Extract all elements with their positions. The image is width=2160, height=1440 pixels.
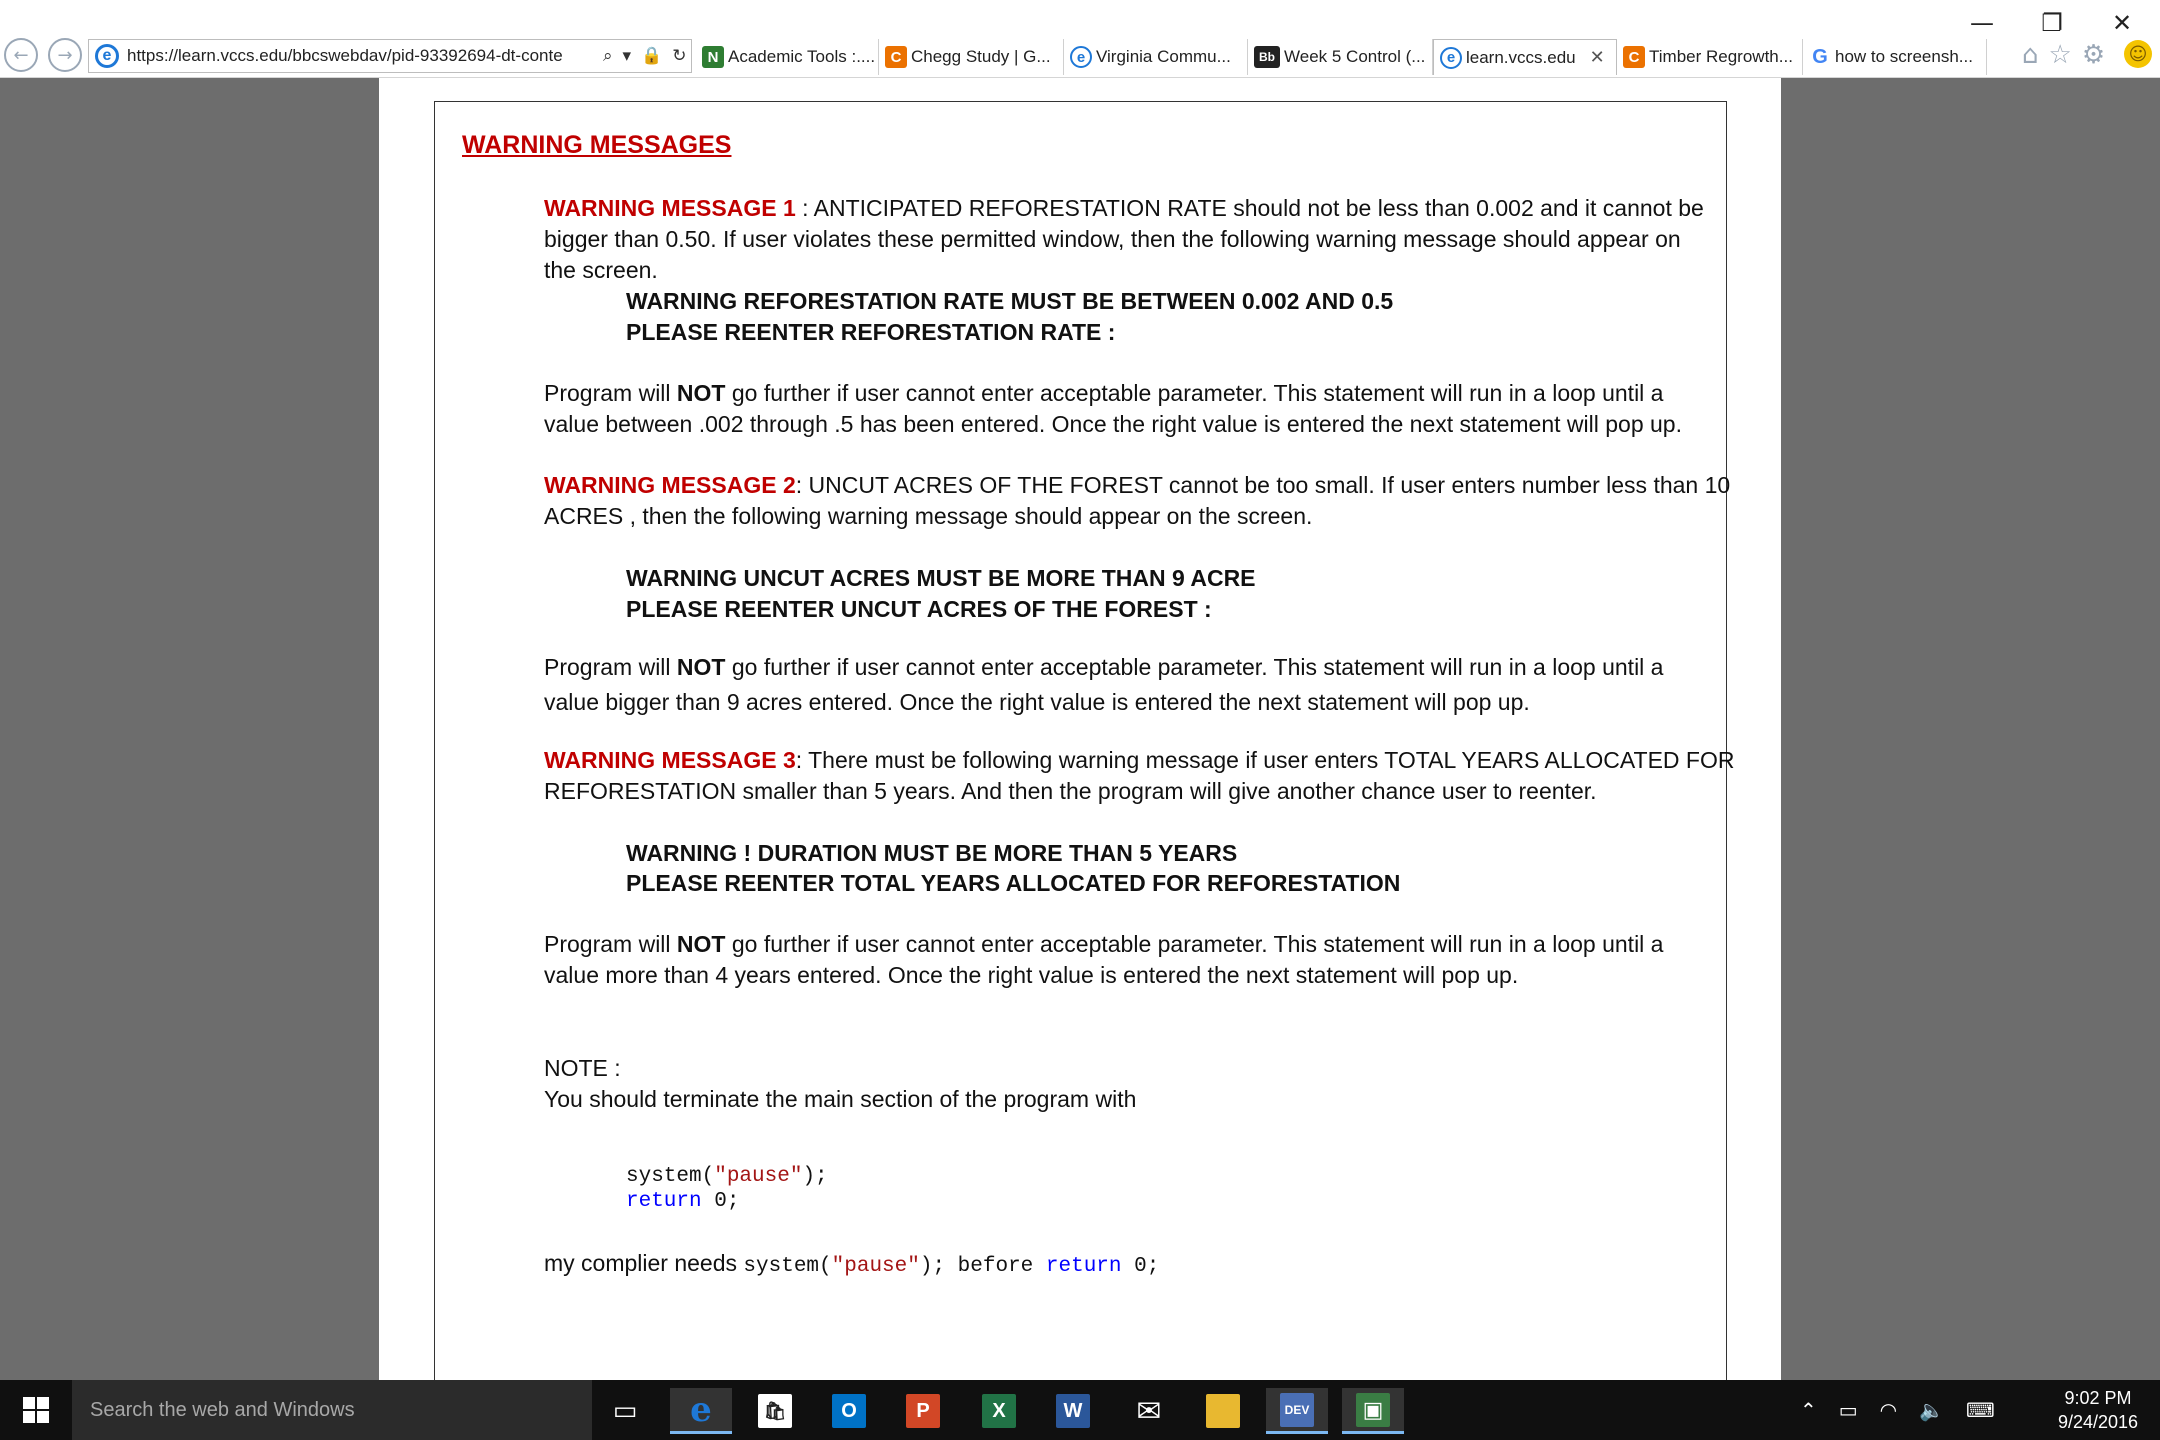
taskbar-search-box[interactable]: [72, 1380, 592, 1440]
excel-glyph: X: [982, 1394, 1016, 1428]
wifi-icon[interactable]: ◠: [1879, 1398, 1898, 1422]
tab-favicon: C: [1623, 46, 1645, 68]
code-token: 0;: [701, 1190, 740, 1213]
tab-academic-tools[interactable]: [696, 39, 879, 75]
minimize-button[interactable]: —: [1970, 9, 1994, 37]
tab-virginia-commu[interactable]: [1064, 39, 1248, 75]
note-text: You should terminate the main section of the program with: [544, 1086, 1137, 1112]
code-token: ); before: [919, 1255, 1046, 1278]
warning-1-loop-line2: value between .002 through .5 has been entered. Once the right value is entered the next statement will pop up.: [544, 411, 1682, 437]
text: Program will: [544, 654, 677, 680]
text: go further if user cannot enter acceptable parameter. This statement will run in a loop until a: [725, 931, 1664, 957]
text: Program will: [544, 380, 677, 406]
volume-icon[interactable]: 🔈: [1919, 1398, 1945, 1422]
warning-1-message-line2: PLEASE REENTER REFORESTATION RATE :: [626, 319, 1116, 345]
final-note: [544, 1248, 1159, 1282]
warning-3-intro: [544, 745, 1734, 776]
back-button[interactable]: [4, 38, 38, 72]
emphasis: NOT: [676, 654, 726, 680]
warning-1-intro: [544, 193, 1704, 224]
warning-text: : UNCUT ACRES OF THE FOREST cannot be too small. If user enters number less than 10: [795, 472, 1731, 498]
store-glyph: 🛍: [758, 1394, 792, 1428]
outlook-icon[interactable]: [818, 1388, 880, 1434]
code-token: system(: [743, 1255, 832, 1278]
task-view-glyph: ▭: [612, 1396, 638, 1426]
tab-label: Timber Regrowth...: [1649, 47, 1793, 66]
dev-cpp-glyph: DEV: [1280, 1393, 1314, 1427]
text: go further if user cannot enter acceptable parameter. This statement will run in a loop until a: [725, 654, 1664, 680]
tab-favicon: N: [702, 46, 724, 68]
warning-text: : There must be following warning message if user enters TOTAL YEARS ALLOCATED FOR: [795, 747, 1735, 773]
keyboard-icon[interactable]: ⌨: [1966, 1398, 1995, 1422]
powerpoint-glyph: P: [906, 1394, 940, 1428]
tab-favicon: e: [1070, 46, 1092, 68]
forward-button[interactable]: [48, 38, 82, 72]
file-explorer-glyph: ▬: [1206, 1394, 1240, 1428]
lock-icon[interactable]: 🔒: [641, 46, 663, 66]
home-icon[interactable]: ⌂: [2022, 40, 2039, 70]
code-token: );: [802, 1165, 828, 1188]
feedback-smiley-icon[interactable]: ☺: [2124, 40, 2152, 68]
code-token: 0;: [1121, 1255, 1160, 1278]
search-icon[interactable]: ⌕: [603, 46, 613, 66]
emphasis: NOT: [676, 931, 726, 957]
code-line-return: [626, 1189, 739, 1214]
warning-2-intro: [544, 470, 1730, 501]
warning-3-line2: REFORESTATION smaller than 5 years. And then the program will give another chance user to reenter.: [544, 778, 1597, 804]
tab-favicon: G: [1809, 46, 1831, 68]
browser-toolbar: [0, 0, 2160, 78]
tab-close-icon[interactable]: ✕: [1589, 47, 1605, 68]
windows-logo-icon: [23, 1397, 49, 1423]
url-text[interactable]: https://learn.vccs.edu/bbcswebdav/pid-93392694-dt-conte: [127, 46, 563, 65]
outlook-glyph: O: [832, 1394, 866, 1428]
tab-timber-regrowth[interactable]: [1617, 39, 1803, 75]
tab-favicon: e: [1440, 47, 1462, 69]
store-icon[interactable]: [744, 1388, 806, 1434]
tab-how-to-screenshot[interactable]: [1803, 39, 1987, 75]
start-button[interactable]: [0, 1380, 72, 1440]
clock-date: 9/24/2016: [2057, 1412, 2139, 1432]
edge-glyph: e: [690, 1389, 712, 1430]
search-placeholder: Search the web and Windows: [90, 1398, 355, 1421]
text: Program will: [544, 931, 677, 957]
warning-label: WARNING MESSAGE 1: [544, 195, 796, 221]
star-icon[interactable]: ☆: [2048, 40, 2072, 70]
dropdown-icon[interactable]: ▾: [622, 46, 632, 66]
tab-strip: [696, 39, 1987, 75]
gear-icon[interactable]: ⚙: [2081, 40, 2106, 70]
word-glyph: W: [1056, 1394, 1090, 1428]
clock[interactable]: [2040, 1386, 2156, 1434]
warning-3-loop-line1: [544, 929, 1663, 960]
task-view-icon[interactable]: [594, 1388, 656, 1434]
arrow-left-icon: ←: [13, 44, 29, 66]
code-keyword: return: [626, 1190, 702, 1213]
mail-glyph: ✉: [1136, 1393, 1162, 1429]
warning-1-loop-line1: [544, 378, 1663, 409]
code-token: system(: [626, 1165, 715, 1188]
text: my complier needs: [544, 1250, 744, 1276]
tab-label: Virginia Commu...: [1096, 47, 1231, 66]
battery-icon[interactable]: ▭: [1838, 1398, 1858, 1422]
word-icon[interactable]: [1042, 1388, 1104, 1434]
system-tray: [1800, 1380, 1995, 1440]
note-label: NOTE :: [544, 1055, 621, 1081]
mail-icon[interactable]: [1118, 1388, 1180, 1434]
app-glyph: ▣: [1356, 1393, 1390, 1427]
tab-week5-control[interactable]: [1248, 39, 1433, 75]
restore-button[interactable]: ❐: [2041, 9, 2063, 37]
tab-label: how to screensh...: [1835, 47, 1973, 66]
arrow-right-icon: →: [57, 44, 73, 66]
warning-3-loop-line2: value more than 4 years entered. Once the right value is entered the next statement will pop up.: [544, 962, 1519, 988]
tab-chegg-study[interactable]: [879, 39, 1064, 75]
edge-icon[interactable]: [670, 1388, 732, 1434]
emphasis: NOT: [676, 380, 726, 406]
ie-icon: e: [95, 44, 119, 68]
warning-label: WARNING MESSAGE 3: [544, 747, 796, 773]
close-button[interactable]: ✕: [2111, 9, 2133, 37]
warning-2-loop-line1: [544, 652, 1663, 683]
text: go further if user cannot enter acceptable parameter. This statement will run in a loop until a: [725, 380, 1664, 406]
warning-3-message-line1: WARNING ! DURATION MUST BE MORE THAN 5 YEARS: [626, 840, 1238, 866]
warning-2-message-line2: PLEASE REENTER UNCUT ACRES OF THE FOREST :: [626, 596, 1212, 622]
address-bar[interactable]: [88, 39, 692, 73]
tab-favicon: Bb: [1254, 46, 1280, 68]
clock-time: 9:02 PM: [2064, 1388, 2132, 1408]
powerpoint-icon[interactable]: [892, 1388, 954, 1434]
code-string: "pause": [714, 1165, 803, 1188]
warning-2-line2: ACRES , then the following warning message should appear on the screen.: [544, 503, 1313, 529]
taskbar: [0, 1380, 2160, 1440]
tab-label: learn.vccs.edu: [1466, 47, 1576, 67]
tab-label: Chegg Study | G...: [911, 47, 1051, 66]
tab-favicon: C: [885, 46, 907, 68]
code-keyword: return: [1045, 1255, 1122, 1278]
warning-3-message-line2: PLEASE REENTER TOTAL YEARS ALLOCATED FOR REFORESTATION: [626, 870, 1401, 896]
warning-1-line2: bigger than 0.50. If user violates these permitted window, then the following warning message should appear on: [544, 226, 1681, 252]
code-string: "pause": [831, 1255, 920, 1278]
app-icon[interactable]: [1342, 1388, 1404, 1434]
warning-2-loop-line2: value bigger than 9 acres entered. Once the right value is entered the next statement will pop up.: [544, 689, 1530, 715]
warning-1-line3: the screen.: [544, 257, 658, 283]
tab-label: Week 5 Control (...: [1284, 47, 1426, 66]
tab-learn-vccs[interactable]: [1433, 39, 1617, 75]
warning-label: WARNING MESSAGE 2: [544, 472, 796, 498]
excel-icon[interactable]: [968, 1388, 1030, 1434]
warning-2-message-line1: WARNING UNCUT ACRES MUST BE MORE THAN 9 ACRE: [626, 565, 1256, 591]
file-explorer-icon[interactable]: [1192, 1388, 1254, 1434]
dev-cpp-icon[interactable]: [1266, 1388, 1328, 1434]
tab-label: Academic Tools :....: [728, 47, 876, 66]
refresh-icon[interactable]: ↻: [672, 46, 687, 66]
warning-1-message-line1: WARNING REFORESTATION RATE MUST BE BETWEEN 0.002 AND 0.5: [626, 288, 1394, 314]
code-line-system: [626, 1164, 828, 1189]
page-title: WARNING MESSAGES: [462, 131, 732, 159]
warning-text: : ANTICIPATED REFORESTATION RATE should not be less than 0.002 and it cannot be: [795, 195, 1704, 221]
chevron-up-icon[interactable]: ⌃: [1800, 1398, 1817, 1422]
